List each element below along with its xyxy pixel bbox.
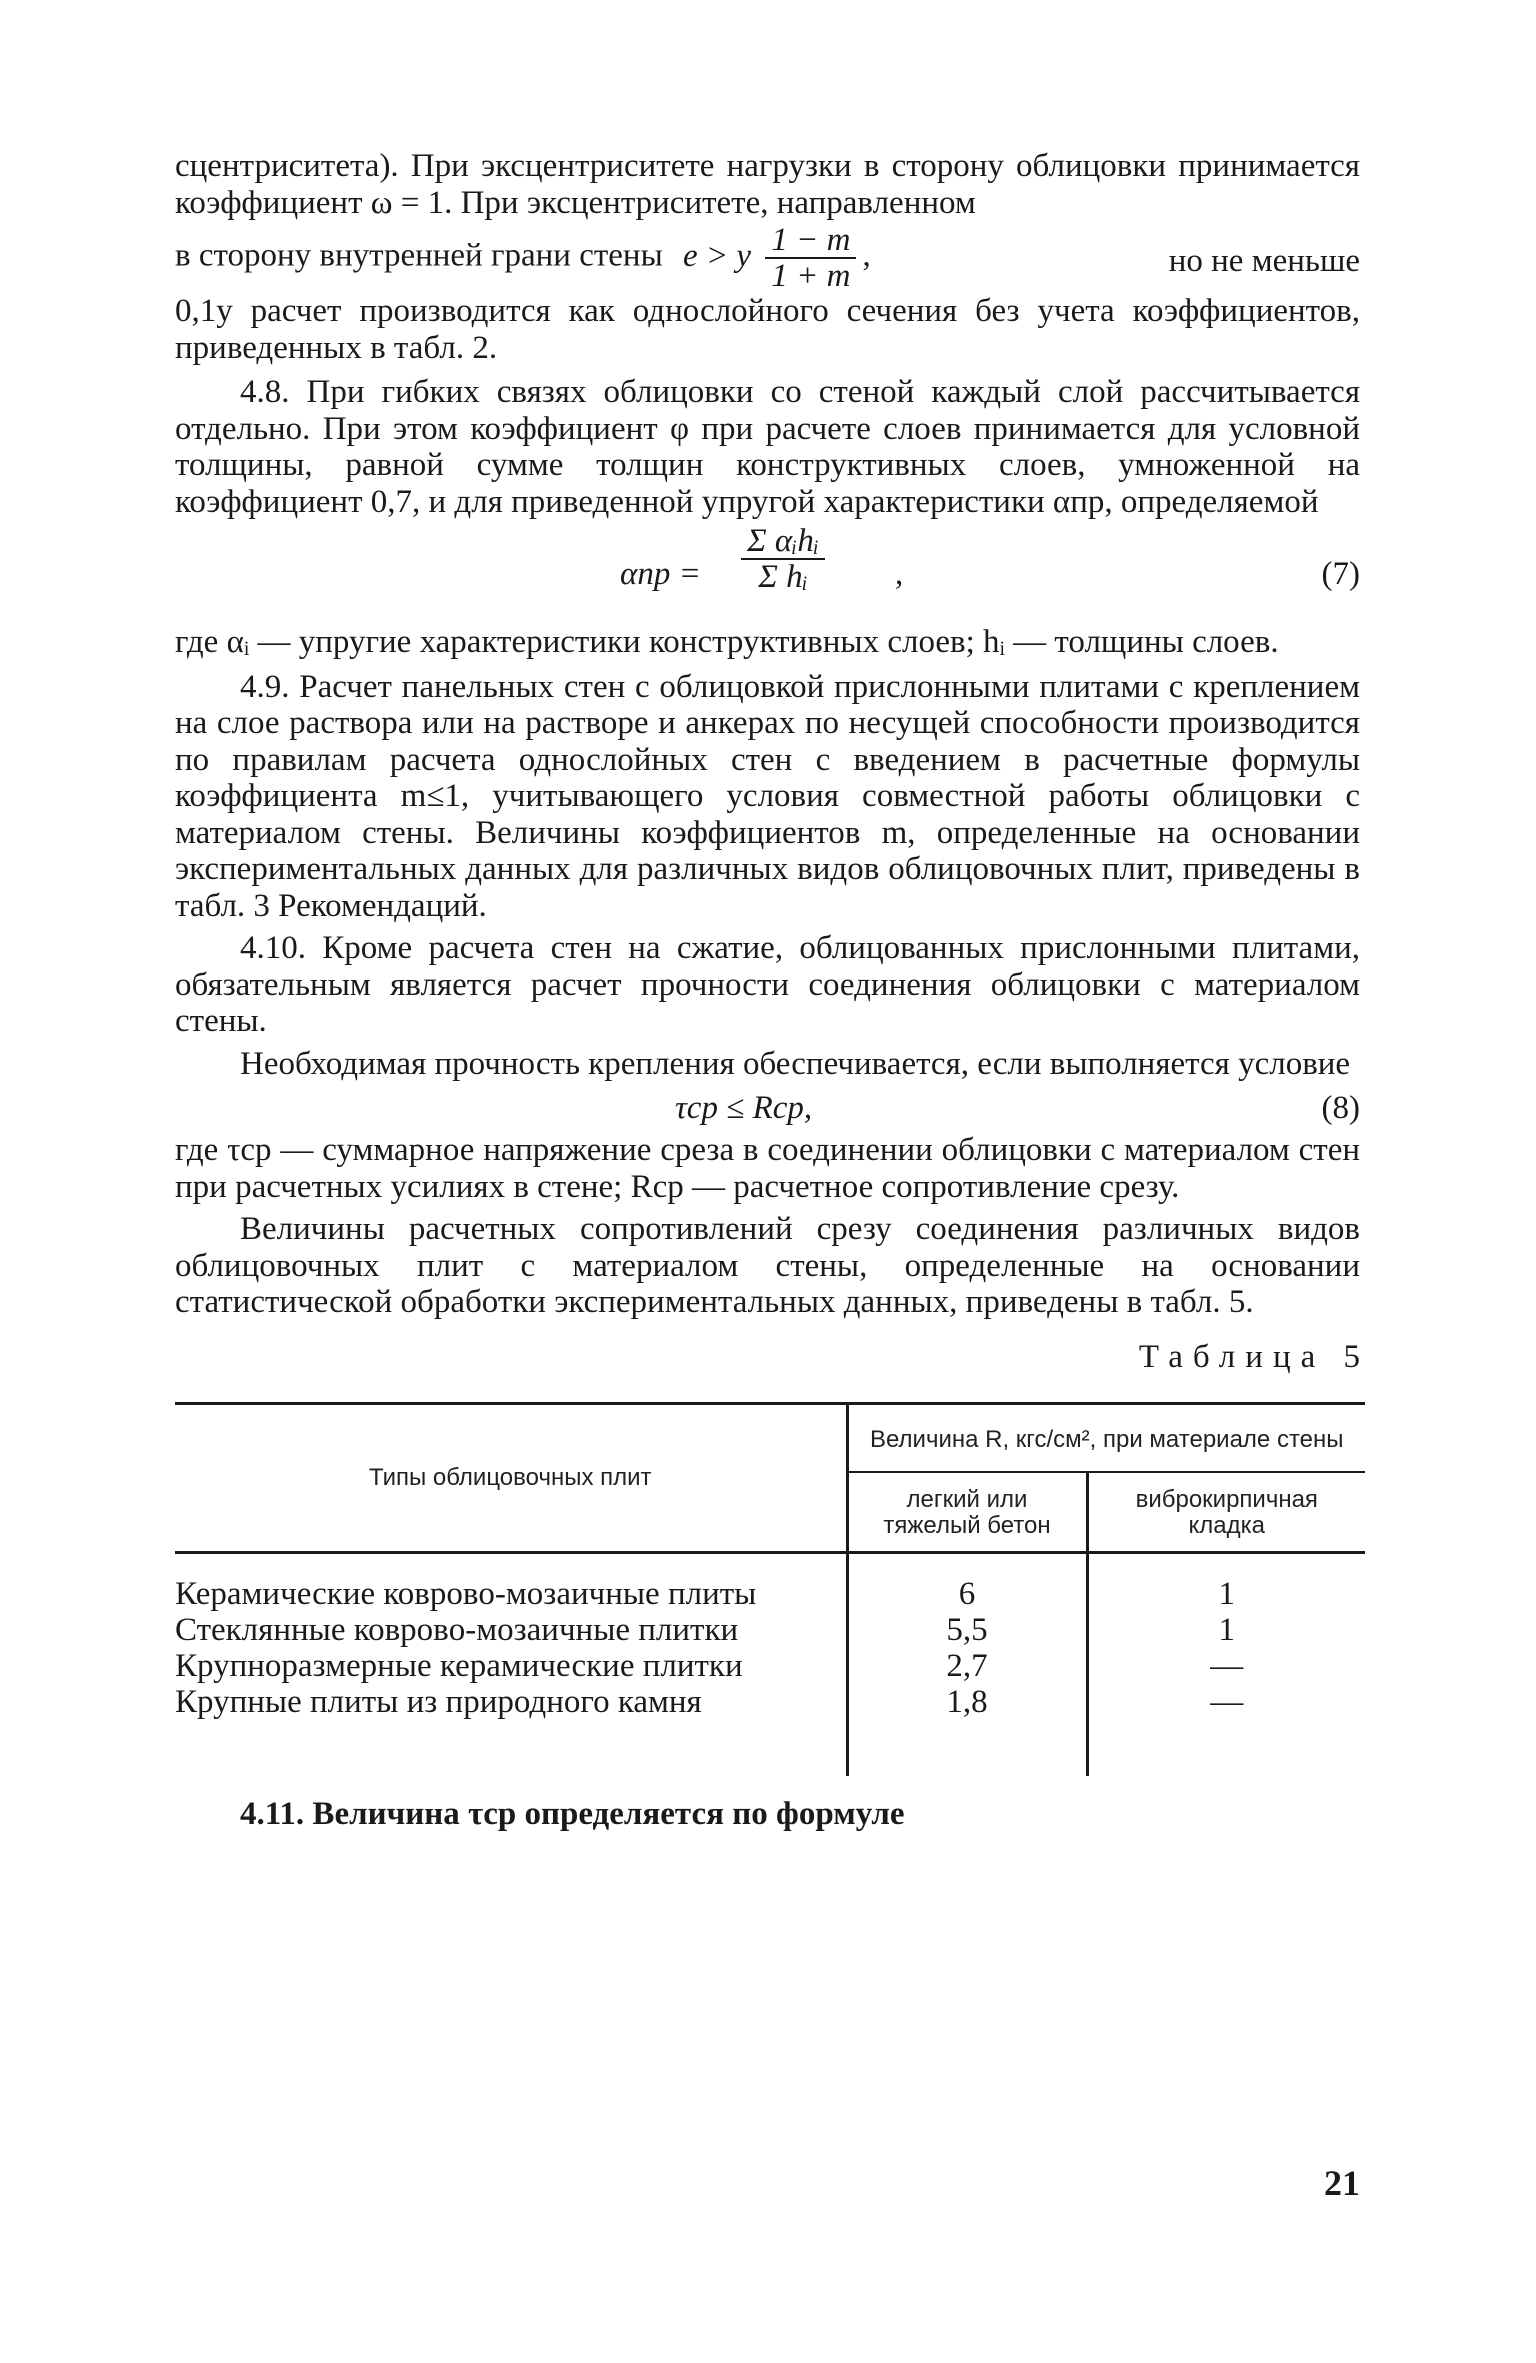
row-name: Стеклянные ковровo-мозаичные плитки	[175, 1611, 739, 1648]
condition-lead-text: в сторону внутренней грани стены	[175, 237, 663, 274]
page-number: 21	[1324, 2163, 1360, 2203]
condition-fraction	[765, 223, 856, 293]
section-4-11-line: 4.11. Величина τср определяется по формуле	[240, 1795, 905, 1832]
row-name: Крупноразмерные керамические плитки	[175, 1647, 743, 1684]
row-value-brick: —	[1087, 1684, 1365, 1776]
row-name: Крупные плиты из природного камня	[175, 1683, 702, 1720]
eq8-body: τср ≤ Rср,	[675, 1090, 813, 1126]
eq7-number: (7)	[1321, 556, 1360, 592]
paragraph-continuation: сцентриситета). При эксцентриситете нагрузки в сторону облицовки принимается коэффициент ω = 1. При эксцентриситете, направленном	[175, 148, 1360, 221]
paragraph-where-tau: где τср — суммарное напряжение среза в соединении облицовки с материалом стен при расчетных усилиях в стене; Rср — расчетное сопротивление срезу.	[175, 1132, 1360, 1205]
paragraph-4-10: 4.10. Кроме расчета стен на сжатие, облицованных прислонными плитами, обязательным является расчет прочности соединения облицовки с материалом стены.	[175, 930, 1360, 1039]
row-value-brick: 1	[1087, 1552, 1365, 1612]
row-value-concrete: 2,7	[847, 1648, 1087, 1684]
row-value-brick: 1	[1087, 1612, 1365, 1648]
row-value-concrete: 5,5	[847, 1612, 1087, 1648]
col-header-group: Величина R, кгс/см², при материале стены	[847, 1403, 1365, 1472]
eccentricity-condition-line: в сторону внутренней грани стены e > y $\frac{1 - m}{1 + m}$ , но не меньше	[175, 222, 1360, 294]
paragraph-4-9: 4.9. Расчет панельных стен с облицовкой прислонными плитами с креплением на слое раствора или на растворе и анкерах по несущей способности производится по правилам расчета однослойных стен с введением в расчетные формулы коэффициента m≤1, учитывающего условия совместной работы облицовки с материалом стены. Величины коэффициентов m, определенные на основании экспериментальных данных для различных видов облицовочных плит, приведены в табл. 3 Рекомендаций.	[175, 668, 1360, 924]
condition-denominator: 1 + m	[771, 258, 851, 294]
equation-7: αпр = Σ αᵢhᵢ Σ hᵢ , (7)	[620, 523, 1360, 595]
paragraph-single-layer: 0,1y расчет производится как однослойного сечения без учета коэффициентов, приведенных в табл. 2.	[175, 293, 1360, 366]
paragraph-4-8: 4.8. При гибких связях облицовки со стеной каждый слой рассчитывается отдельно. При этом коэффициент φ при расчете слоев принимается для условной толщины, равной сумме толщин конструктивных слоев, умноженной на коэффициент 0,7, и для приведенной упругой характеристики αпр, определяемой	[175, 374, 1360, 520]
row-value-brick: —	[1087, 1648, 1365, 1684]
table-row	[175, 1552, 1365, 1612]
table-title: Таблица 5	[1138, 1338, 1370, 1375]
table-5	[175, 1402, 1365, 1776]
condition-numerator: 1 − m	[765, 223, 856, 259]
col-header-brick: виброкирпичная кладка	[1087, 1472, 1365, 1553]
paragraph-table-intro: Величины расчетных сопротивлений срезу соединения различных видов облицовочных плит с материалом стены, определенные на основании статистической обработки экспериментальных данных, приведены в табл. 5.	[175, 1211, 1360, 1320]
paragraph-strength-condition: Необходимая прочность крепления обеспечивается, если выполняется условие	[240, 1045, 1351, 1082]
col-header-types: Типы облицовочных плит	[175, 1403, 847, 1552]
eq7-fraction	[741, 524, 825, 594]
row-name: Керамические ковровo-мозаичные плиты	[175, 1575, 757, 1612]
table-row	[175, 1684, 1365, 1776]
page-body	[175, 148, 1370, 1833]
eq7-lhs: αпр =	[620, 556, 701, 592]
equation-8	[175, 1084, 1360, 1132]
eq8-number: (8)	[1321, 1090, 1360, 1126]
paragraph-where-alpha: где αᵢ — упругие характеристики конструктивных слоев; hᵢ — толщины слоев.	[175, 624, 1279, 660]
eq7-numerator: Σ αᵢhᵢ	[741, 524, 825, 560]
eq7-denominator: Σ hᵢ	[758, 559, 808, 595]
row-value-concrete: 1,8	[847, 1684, 1087, 1776]
table-row	[175, 1612, 1365, 1648]
col-header-concrete: легкий или тяжелый бетон	[847, 1472, 1087, 1553]
row-value-concrete: 6	[847, 1552, 1087, 1612]
condition-tail-text: но не меньше	[1168, 243, 1360, 279]
condition-lhs: e > y	[683, 237, 752, 274]
table-row	[175, 1648, 1365, 1684]
